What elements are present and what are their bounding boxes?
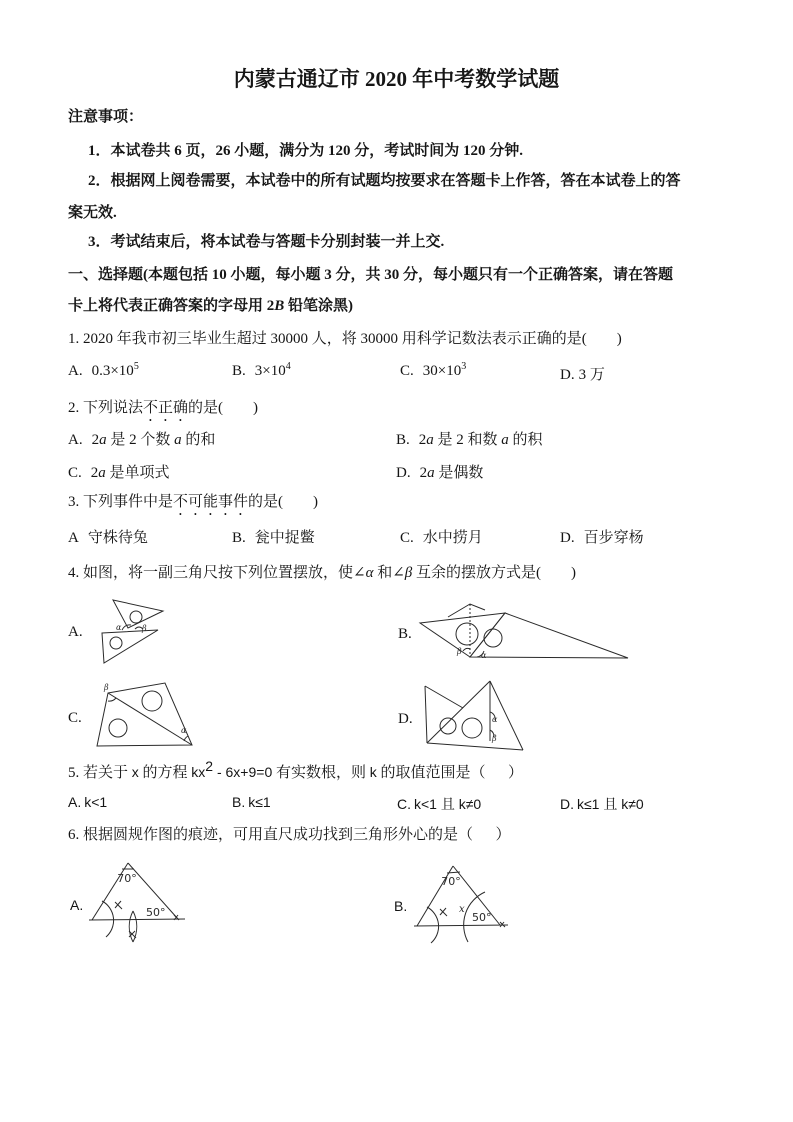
q1-option-c bbox=[400, 363, 466, 380]
set-squares-drawing bbox=[102, 600, 163, 663]
section-one-heading-line1: 一、选择题(本题包括 10 小题，每小题 3 分，共 30 分，每小题只有一个正确答案，请在答题 bbox=[68, 267, 673, 283]
question-3-options-row bbox=[0, 526, 793, 550]
option-text: 2a 是偶数 bbox=[419, 465, 484, 481]
base-angle-label: 50° bbox=[146, 906, 166, 919]
q4-figure-a bbox=[95, 590, 265, 675]
q1-option-a bbox=[68, 363, 139, 380]
option-label: D. bbox=[396, 465, 411, 481]
q4-figure-c bbox=[95, 670, 200, 752]
option-label: B. bbox=[232, 363, 246, 379]
q5-option-d bbox=[560, 794, 644, 814]
question-5-stem: 5. 若关于 x 的方程 kx2 - 6x+9=0 有实数根，则 k 的取值范围是（ ） bbox=[68, 758, 524, 781]
q6-figure-b bbox=[405, 850, 530, 946]
question-3-stem: 3. 下列事件中是不可能事件的是( ) bbox=[68, 494, 319, 510]
option-text: 百步穿杨 bbox=[583, 530, 644, 546]
alpha-label: α bbox=[116, 623, 122, 632]
beta-label: β bbox=[104, 683, 109, 692]
option-label: A. bbox=[68, 794, 82, 810]
q2-option-d bbox=[396, 461, 483, 482]
option-label: B. bbox=[232, 794, 246, 810]
notice-item-3: 3．考试结束后，将本试卷与答题卡分别封装一并上交. bbox=[88, 234, 445, 250]
option-label: C. bbox=[68, 465, 82, 481]
option-text: k≤1 bbox=[248, 794, 271, 810]
q3-option-d bbox=[560, 526, 644, 547]
q3-option-a bbox=[68, 526, 148, 547]
option-text: k<1 bbox=[84, 794, 108, 810]
q2-option-c bbox=[68, 461, 170, 482]
beta-label: β bbox=[457, 647, 462, 656]
alpha-label: α bbox=[492, 715, 498, 724]
set-squares-drawing bbox=[420, 604, 628, 658]
q5-option-a bbox=[68, 794, 107, 810]
q3-option-c bbox=[400, 526, 483, 547]
apex-angle-label: 70° bbox=[117, 872, 137, 885]
option-label: C. bbox=[397, 796, 411, 812]
alpha-label: α bbox=[181, 726, 187, 735]
q2-option-b bbox=[396, 428, 543, 449]
question-6-stem: 6. 根据圆规作图的痕迹，可用直尺成功找到三角形外心的是（ ） bbox=[68, 827, 511, 843]
alpha-label: α bbox=[481, 651, 487, 660]
option-text: 水中捞月 bbox=[422, 530, 483, 546]
option-label: C. bbox=[400, 530, 414, 546]
q4-figure-b-label: B. bbox=[398, 626, 412, 642]
option-label: D. bbox=[560, 367, 575, 383]
option-text: 2a 是 2 和数 a 的积 bbox=[418, 432, 543, 448]
notice-item-2-line1: 2．根据网上阅卷需要，本试卷中的所有试题均按要求在答题卡上作答，答在本试卷上的答 bbox=[88, 173, 681, 189]
question-1-stem: 1. 2020 年我市初三毕业生超过 30000 人，将 30000 用科学记数法表示正确的是( ) bbox=[68, 331, 622, 347]
q5-option-b bbox=[232, 794, 271, 810]
notice-item-2-line2: 案无效. bbox=[68, 205, 117, 221]
q1-option-b bbox=[232, 363, 291, 380]
x-point-label: x bbox=[459, 904, 465, 915]
option-label: A. bbox=[68, 432, 83, 448]
base-angle-label: 50° bbox=[472, 911, 492, 924]
question-2-stem: 2. 下列说法不正确的是( ) bbox=[68, 400, 259, 416]
notice-item-1: 1．本试卷共 6 页，26 小题，满分为 120 分，考试时间为 120 分钟. bbox=[88, 143, 524, 159]
notice-heading: 注意事项： bbox=[68, 109, 144, 125]
option-text: 2a 是 2 个数 a 的和 bbox=[91, 432, 216, 448]
triangle-construction-drawing bbox=[89, 863, 185, 942]
q4-figure-b bbox=[415, 590, 645, 670]
set-squares-drawing bbox=[425, 681, 523, 750]
option-label: C. bbox=[400, 363, 414, 379]
option-text: 瓮中捉鳖 bbox=[254, 530, 315, 546]
q4-figure-d-label: D. bbox=[398, 711, 413, 727]
q6-figure-b-label: B. bbox=[394, 898, 408, 914]
option-text: 守株待兔 bbox=[87, 530, 148, 546]
apex-angle-label: 70° bbox=[441, 875, 461, 888]
option-label: B. bbox=[232, 530, 246, 546]
q4-figure-a-label: A. bbox=[68, 624, 83, 640]
option-text: $30\times 10^3$ bbox=[422, 361, 467, 379]
exam-title: 内蒙古通辽市 2020 年中考数学试题 bbox=[233, 67, 560, 91]
question-5-options-row bbox=[0, 794, 793, 818]
q6-figure-a bbox=[85, 850, 200, 946]
question-4-stem: 4. 如图，将一副三角尺按下列位置摆放，使∠α 和∠β 互余的摆放方式是( ) bbox=[68, 565, 577, 581]
question-1-options-row bbox=[0, 363, 793, 387]
option-text: $3\times 10^4$ bbox=[254, 361, 291, 379]
option-text: 3 万 bbox=[578, 367, 605, 383]
option-label: A bbox=[68, 530, 79, 546]
question-2-options-row-1 bbox=[0, 428, 793, 452]
q6-figure-a-label: A. bbox=[70, 897, 84, 913]
option-label: D. bbox=[560, 796, 574, 812]
option-text: k<1 且 k≠0 bbox=[414, 796, 482, 812]
option-text: k≤1 且 k≠0 bbox=[577, 796, 644, 812]
section-one-heading-line2: 卡上将代表正确答案的字母用 2B 铅笔涂黑) bbox=[68, 298, 354, 314]
option-text: 2a 是单项式 bbox=[90, 465, 170, 481]
set-squares-drawing bbox=[97, 683, 192, 746]
question-2-options-row-2 bbox=[0, 461, 793, 485]
q4-figure-d bbox=[420, 670, 532, 755]
q4-figure-c-label: C. bbox=[68, 710, 82, 726]
q2-option-a bbox=[68, 428, 215, 449]
q3-option-b bbox=[232, 526, 315, 547]
option-label: A. bbox=[68, 363, 83, 379]
option-label: B. bbox=[396, 432, 410, 448]
beta-label: β bbox=[142, 624, 147, 633]
beta-label: β bbox=[492, 734, 497, 743]
option-text: $0.3\times 10^5$ bbox=[91, 361, 139, 379]
option-label: D. bbox=[560, 530, 575, 546]
q1-option-d bbox=[560, 363, 605, 384]
q5-option-c bbox=[397, 794, 481, 814]
